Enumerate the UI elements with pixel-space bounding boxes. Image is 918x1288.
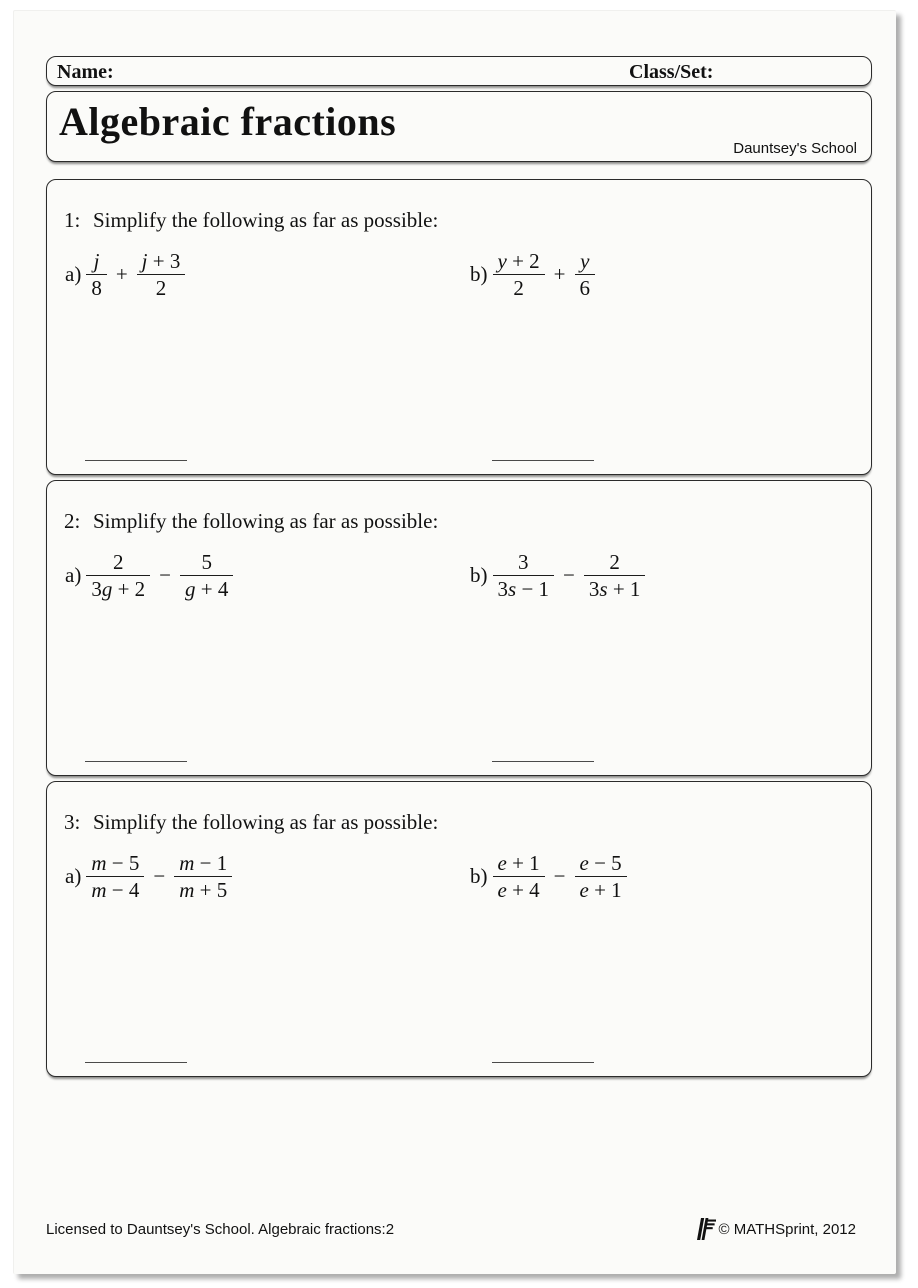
fraction-numerator <box>493 850 545 877</box>
math-token: + 1 <box>588 878 622 903</box>
question-box-1 <box>46 179 872 475</box>
question-box-2 <box>46 480 872 776</box>
fraction-numerator <box>137 248 186 275</box>
fraction-numerator <box>575 850 627 877</box>
math-token: − 5 <box>106 851 140 875</box>
question-prompt: Simplify the following as far as possible: <box>93 208 439 232</box>
math-token: y <box>580 249 590 273</box>
fraction-numerator <box>86 549 150 576</box>
answer-line-b <box>492 460 594 461</box>
math-token: 3 <box>497 577 508 602</box>
math-token: m <box>91 878 107 903</box>
fraction-denominator <box>86 877 144 903</box>
question-part-b <box>470 549 647 602</box>
fraction-numerator <box>584 549 646 576</box>
question-number: 2: <box>64 509 81 533</box>
math-token: + 1 <box>506 851 540 875</box>
math-token: + 2 <box>112 577 146 602</box>
fraction-denominator <box>86 275 107 301</box>
question-number: 3: <box>64 810 81 834</box>
math-token: 3 <box>518 550 529 574</box>
math-token: 2 <box>155 276 167 301</box>
fraction-1 <box>493 850 545 903</box>
question-prompt: Simplify the following as far as possible: <box>93 810 439 834</box>
fraction-1 <box>86 248 107 301</box>
question-box-3 <box>46 781 872 1077</box>
math-token: m <box>179 851 195 875</box>
name-label: Name: <box>57 61 114 83</box>
math-token: + 5 <box>194 878 228 903</box>
operator: − <box>563 563 575 588</box>
fraction-denominator <box>493 877 545 903</box>
copyright-text: © MATHSprint, 2012 <box>718 1220 856 1238</box>
fraction-2 <box>137 248 186 301</box>
operator: − <box>159 563 172 588</box>
question-heading <box>64 208 438 233</box>
fraction-numerator <box>575 248 596 275</box>
math-token: − 1 <box>516 577 550 602</box>
fraction-denominator <box>493 576 555 602</box>
question-part-b <box>470 248 597 301</box>
fraction-numerator <box>180 549 233 576</box>
math-token: s <box>508 577 517 602</box>
math-token: − 4 <box>106 878 140 903</box>
fraction-denominator <box>493 275 545 301</box>
math-token: 2 <box>513 276 524 301</box>
math-token: + 4 <box>195 577 229 602</box>
fraction-2 <box>174 850 232 903</box>
operator: − <box>153 864 166 889</box>
math-token: + 3 <box>147 249 181 273</box>
fraction-1 <box>493 549 555 602</box>
fraction-numerator <box>174 850 232 877</box>
part-label: b) <box>470 563 488 588</box>
math-token: s <box>599 577 608 602</box>
name-class-bar <box>46 56 872 86</box>
fraction-denominator <box>137 275 186 301</box>
math-token: + 2 <box>506 249 540 273</box>
math-token: j <box>141 249 148 273</box>
operator: − <box>553 864 566 889</box>
part-label: a) <box>65 262 82 287</box>
math-token: 2 <box>113 550 124 574</box>
question-number: 1: <box>64 208 81 232</box>
question-part-a <box>65 850 234 903</box>
mathsprint-logo-icon <box>696 1217 716 1241</box>
math-token: g <box>185 577 196 602</box>
fraction-denominator <box>575 275 596 301</box>
fraction-2 <box>575 248 596 301</box>
part-label: a) <box>65 563 82 588</box>
operator: + <box>553 262 566 287</box>
fraction-1 <box>86 549 150 602</box>
math-token: g <box>101 577 113 602</box>
fraction-denominator <box>575 877 627 903</box>
math-token: j <box>93 249 100 273</box>
page-footer <box>46 1215 856 1243</box>
answer-line-b <box>492 1062 594 1063</box>
fraction-denominator <box>174 877 232 903</box>
math-token: m <box>179 878 195 903</box>
question-heading <box>64 810 438 835</box>
math-token: y <box>497 249 507 273</box>
fraction-numerator <box>86 248 107 275</box>
school-name: Dauntsey's School <box>733 140 857 157</box>
question-prompt: Simplify the following as far as possible: <box>93 509 439 533</box>
math-token: e <box>497 851 507 875</box>
fraction-denominator <box>180 576 233 602</box>
math-token: 5 <box>201 550 212 574</box>
fraction-1 <box>493 248 545 301</box>
math-token: m <box>91 851 107 875</box>
operator: + <box>115 262 128 287</box>
part-label: a) <box>65 864 82 889</box>
fraction-2 <box>575 850 627 903</box>
fraction-denominator <box>584 576 646 602</box>
math-token: e <box>497 878 507 903</box>
math-token: 2 <box>609 550 620 574</box>
part-label: b) <box>470 864 488 889</box>
question-part-a <box>65 549 235 602</box>
math-token: + 4 <box>506 878 540 903</box>
footer-copyright-group <box>696 1217 857 1241</box>
fraction-2 <box>180 549 233 602</box>
title-box <box>46 91 872 162</box>
math-token: 8 <box>91 276 102 301</box>
math-token: 6 <box>579 276 591 301</box>
part-label: b) <box>470 262 488 287</box>
math-token: + 1 <box>607 577 641 602</box>
class-set-label: Class/Set: <box>629 61 714 83</box>
license-text: Licensed to Dauntsey's School. Algebraic fractions:2 <box>46 1220 395 1238</box>
answer-line-b <box>492 761 594 762</box>
math-token: 3 <box>588 577 600 602</box>
answer-line-a <box>85 1062 187 1063</box>
math-token: e <box>579 851 589 875</box>
question-heading <box>64 509 438 534</box>
worksheet-page <box>13 10 896 1274</box>
answer-line-a <box>85 460 187 461</box>
fraction-denominator <box>86 576 150 602</box>
math-token: − 5 <box>588 851 622 875</box>
math-token: 3 <box>91 577 102 602</box>
fraction-numerator <box>86 850 144 877</box>
fraction-numerator <box>493 549 555 576</box>
math-token: − 1 <box>194 851 228 875</box>
fraction-2 <box>584 549 646 602</box>
fraction-1 <box>86 850 144 903</box>
answer-line-a <box>85 761 187 762</box>
fraction-numerator <box>493 248 545 275</box>
question-part-b <box>470 850 629 903</box>
math-token: e <box>579 878 589 903</box>
page-title: Algebraic fractions <box>59 99 397 144</box>
question-part-a <box>65 248 187 301</box>
